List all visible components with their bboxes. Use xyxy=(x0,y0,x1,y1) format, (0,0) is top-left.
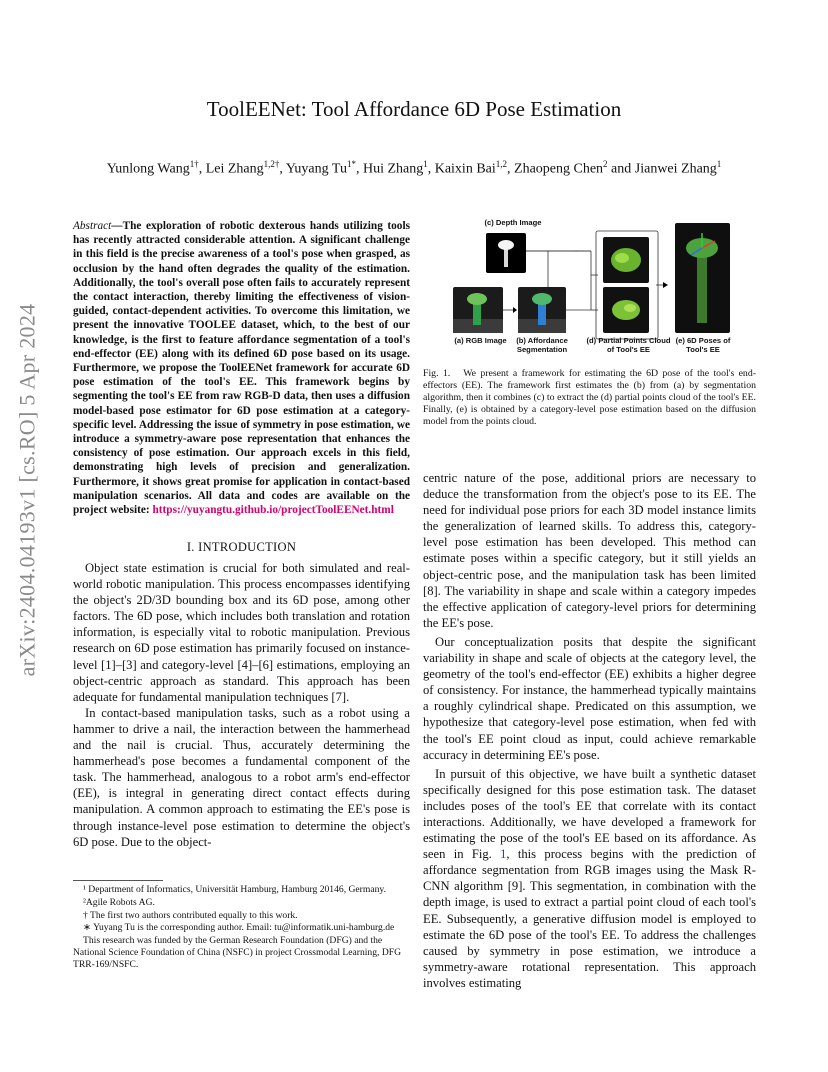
arxiv-stamp: arXiv:2404.04193v1 [cs.RO] 5 Apr 2024 xyxy=(14,303,39,677)
footnote-3: † The first two authors contributed equally to this work. xyxy=(83,909,298,921)
figure-caption-label: Fig. 1. xyxy=(423,368,451,379)
author-name: Zhaopeng Chen xyxy=(514,161,604,177)
author-affiliation: 1 xyxy=(716,159,722,169)
abstract-label: Abstract xyxy=(73,220,112,232)
abstract xyxy=(73,219,410,517)
rgb-image xyxy=(453,287,503,333)
author-name: Yuyang Tu xyxy=(285,161,347,177)
footnote-4: ∗ Yuyang Tu is the corresponding author. Email: tu@informatik.uni-hamburg.de xyxy=(83,922,395,934)
depth-image xyxy=(486,233,526,273)
author-list: Yunlong Wang$^{1\dagger}$, Lei Zhang$^{1,2\dagger}$, Yuyang $Tu^{1*}$, Hui Zhang$^1$, Kaixin Bai$^{1,2}$, Zhaopeng Chen$^2$ and Jianwei Zhang$^1$ xyxy=(106,159,722,177)
footnote-2: ²Agile Robots AG. xyxy=(83,896,155,908)
fig-label-partial: (d) Partial Points Cloud of Tool's EE xyxy=(586,336,671,354)
footnote-divider xyxy=(73,880,163,881)
abstract-text: —The exploration of robotic dexterous hands utilizing tools has recently attracted considerable attention. A significant challenge in this field is the precise awareness of a tool's pose when grasped, as occlusion by the hand often degrades the quality of the estimation. Additionally, the tool's overall pose often fails to accurately represent the contact interaction, thereby limiting the effectiveness of vision-guided, contact-dependent activities. To overcome this limitation, we present the innovative TOOLEE dataset, which, to the best of our knowledge, is the first to feature affordance segmentation of a tool's end-effector (EE) along with its defined 6D pose based on its usage. Furthermore, we propose the ToolEENet framework for accurate 6D pose estimation of the tool's EE. This framework begins by segmenting the tool's EE from raw RGB-D data, then uses a diffusion model-based pose estimator for 6D pose estimation at a category-specific level. Addressing the issue of symmetry in pose estimation, we introduce a symmetry-aware pose representation that enhances the consistency of pose estimation. Our approach excels in this field, demonstrating high levels of precision and generalization. Furthermore, it shows great promise for application in contact-based manipulation scenarios. All data and codes are available on the project website: xyxy=(73,220,410,517)
author-affiliation: 1* xyxy=(346,159,356,169)
intro-body xyxy=(73,560,410,850)
partial-cloud-2 xyxy=(603,287,649,333)
right-paragraph-1: centric nature of the pose, additional priors are necessary to deduce the transformation from the object's pose to its EE. The need for individual pose priors for each 3D model instance limits the generalization of learned skills. To address this, category-level pose estimation has been developed. This method can estimate poses within a specific category, but it still yields an object-centric pose, and the manipulation task has been limited [8]. The variability in shape and scale within a category impedes the effective application of category-level priors for determining the EE's pose. xyxy=(423,471,756,630)
figure-reference-link[interactable]: 1 xyxy=(500,847,507,862)
right-paragraph-2: Our conceptualization posits that despite the significant variability in shape and scale of objects at the category level, the geometry of the tool's end-effector (EE) exhibits a higher degree of consistency. For instance, the hammerhead typically maintains a roughly cylindrical shape. Predicated on this assumption, we hypothesize that category-level pose estimation, when fed with the tool's EE point cloud as input, could achieve remarkable accuracy in determining EE's pose. xyxy=(423,634,756,762)
author-affiliation: 1 xyxy=(423,159,428,169)
intro-paragraph-2: In contact-based manipulation tasks, such as a robot using a hammer to drive a nail, the interaction between the hammerhead and the nail is crucial. Thus, accurately determining the hammerhead's pose becomes a fundamental component of the task. The hammerhead, analogous to a robot arm's end-effector (EE), is integral in generating direct contact effects during manipulation. A common approach to estimating the EE's pose is through instance-level pose estimation to determine the object's 6D pose. Due to the object- xyxy=(73,705,410,849)
intro-paragraph-1: Object state estimation is crucial for both simulated and real-world robotic manipulation. This process encompasses identifying the object's 2D/3D bounding box and its 6D pose, among other factors. The 6D pose, which includes both translation and rotation information, is especially vital to robotic manipulation. Previous research on 6D pose estimation has primarily focused on instance-level [1]–[3] and category-level [4]–[6] estimations, employing an object-centric approach as standard. This approach has been adequate for fundamental manipulation techniques [7]. xyxy=(73,561,410,704)
footnote-5: This research was funded by the German Research Foundation (DFG) and the National Science Foundation of China (NSFC) in project Crossmodal Learning, DFG TRR-169/NSFC. xyxy=(73,935,402,970)
author-affiliation: 1,2 xyxy=(495,159,508,169)
right-column-body xyxy=(423,470,756,994)
author-affiliation: 2 xyxy=(603,159,608,169)
footnote-1: ¹ Department of Informatics, Universität Hamburg, Hamburg 20146, Germany. xyxy=(83,884,386,895)
footnotes xyxy=(73,880,410,972)
right-paragraph-3: In pursuit of this objective, we have built a synthetic dataset specifically designed for this pose estimation task. The dataset includes poses of the tool's EE that correlate with its contact interactions. Additionally, we have developed a framework for estimating the pose of the tool's EE based on its affordance. As seen in Fig. 1, this process begins with the prediction of affordance segmentation from RGB images using the Mask R-CNN algorithm [9]. This segmentation, in combination with the depth image, is used to extract a partial point cloud of each tool's EE. Subsequently, a generative diffusion model is employed to estimate the 6D pose of the tool's EE. To address the challenges caused by symmetry in pose estimation, we introduce a symmetry-aware rotational representation. This approach involves estimating xyxy=(423,766,756,990)
author-name: Hui Zhang xyxy=(362,161,424,177)
author-name: Kaixin Bai xyxy=(434,161,496,177)
affordance-image xyxy=(518,287,566,333)
figure-1 xyxy=(443,215,743,355)
fig-label-poses: (e) 6D Poses of Tool's EE xyxy=(675,336,731,354)
pose-image xyxy=(675,223,730,333)
author-name: Jianwei Zhang xyxy=(634,161,717,177)
fig-label-depth: (c) Depth Image xyxy=(484,218,542,227)
author-affiliation: 1† xyxy=(189,159,199,169)
paper-title: ToolEENet: Tool Affordance 6D Pose Estimation xyxy=(206,97,622,121)
section-heading: I. INTRODUCTION xyxy=(186,540,297,554)
partial-cloud-1 xyxy=(603,237,649,283)
fig-label-rgb: (a) RGB Image xyxy=(454,336,507,345)
figure-caption xyxy=(423,368,756,428)
project-link[interactable]: https://yuyangtu.github.io/projectToolEENet.html xyxy=(152,504,394,517)
fig-label-affordance: (b) Affordance Segmentation xyxy=(516,336,568,354)
author-affiliation: 1,2† xyxy=(263,159,280,169)
figure-caption-text: We present a framework for estimating the 6D pose of the tool's end-effectors (EE). The framework first estimates the (b) from (a) by segmentation algorithm, then it combines (c) to extract the (d) partial points cloud of the tool's EE. Finally, (e) is obtained by a category-level pose estimation based on the diffusion model from the points cloud. xyxy=(423,368,756,427)
author-name: Lei Zhang xyxy=(205,161,264,177)
author-name: Yunlong Wang xyxy=(106,161,190,177)
